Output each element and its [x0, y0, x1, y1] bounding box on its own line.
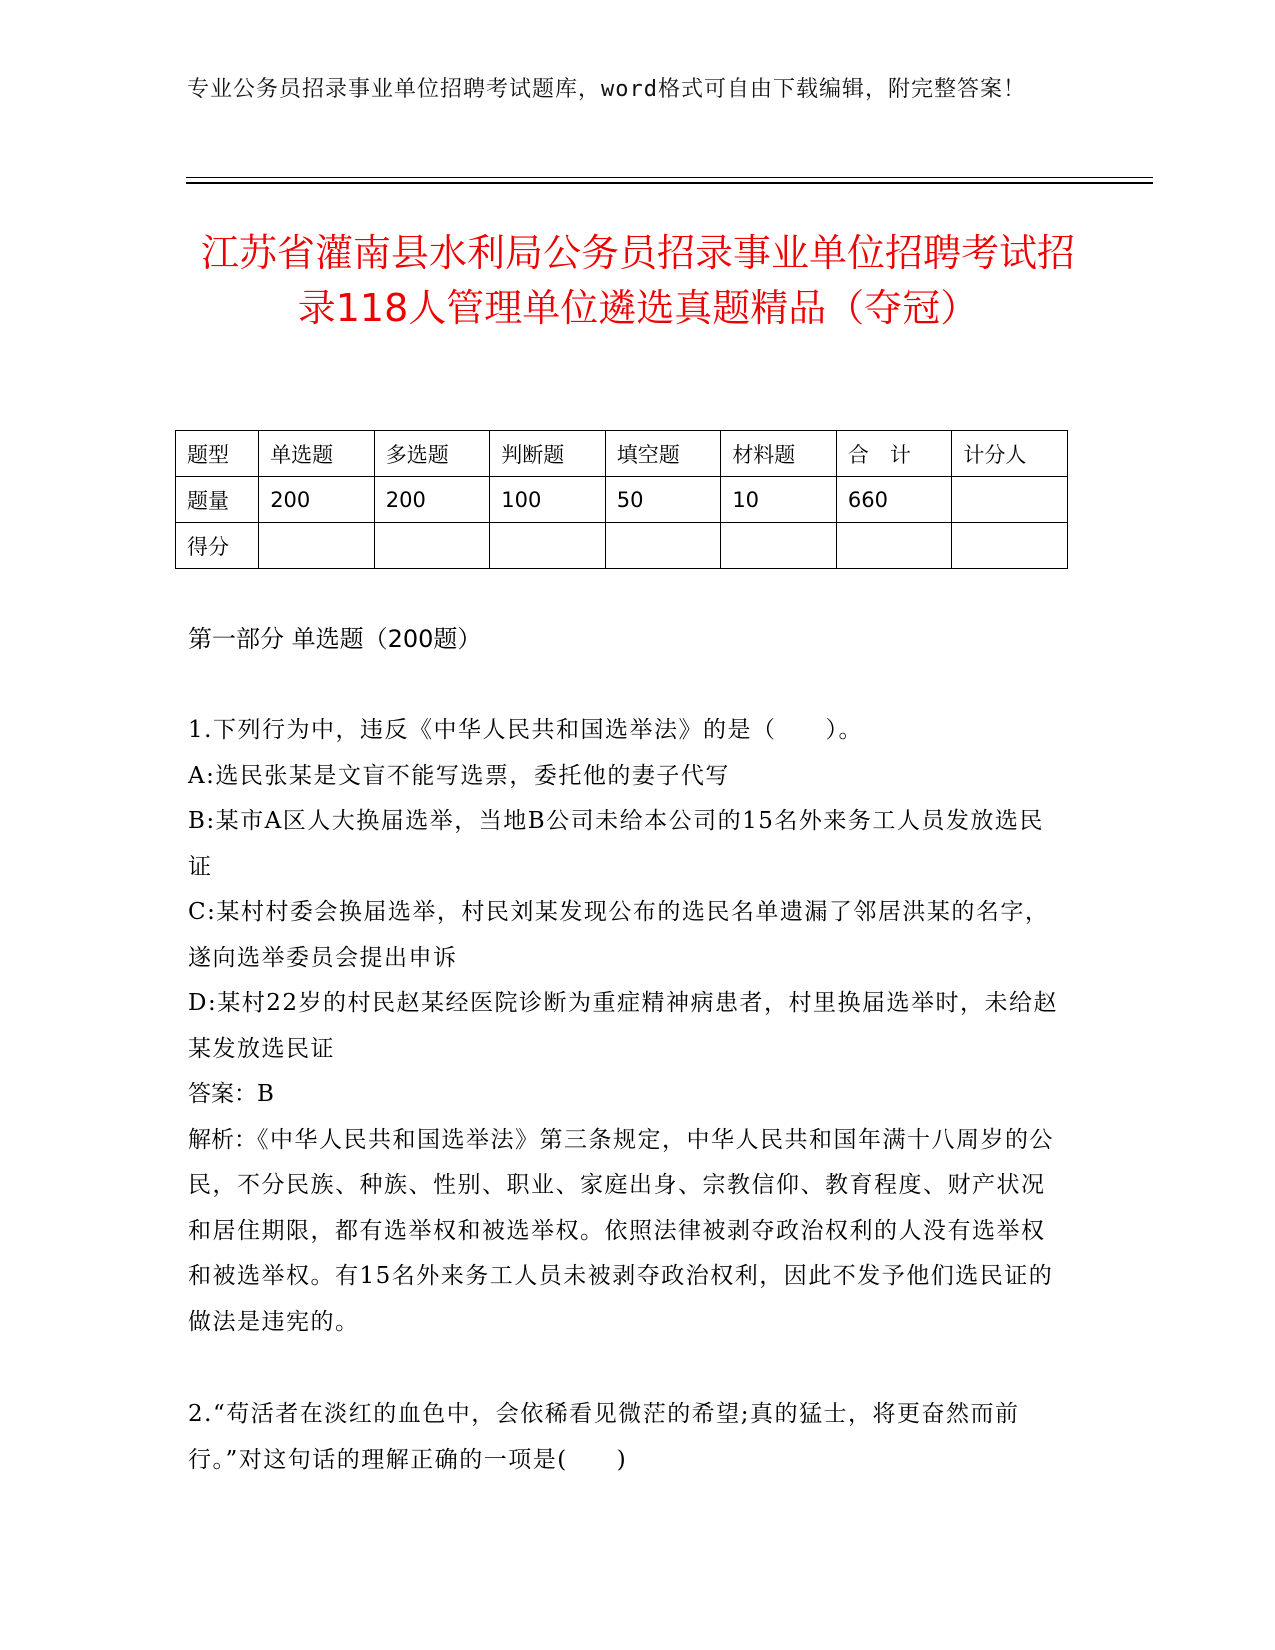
table-cell: 材料题: [721, 431, 837, 477]
table-row-score: [176, 523, 1068, 569]
table-cell: [952, 477, 1068, 523]
question-stem: 1.下列行为中，违反《中华人民共和国选举法》的是（ ）。: [188, 717, 863, 743]
table-cell: [605, 523, 721, 569]
option-c: C:某村村委会换届选举，村民刘某发现公布的选民名单遗漏了邻居洪某的名字，遂向选举委员会提出申诉: [188, 899, 1050, 971]
table-row-count: [176, 477, 1068, 523]
table-cell: 题型: [176, 431, 259, 477]
table-cell: [259, 523, 375, 569]
table-cell: 单选题: [259, 431, 375, 477]
table-cell: [836, 523, 952, 569]
summary-table: [175, 430, 1068, 569]
table-cell: 填空题: [605, 431, 721, 477]
table-cell: [490, 523, 606, 569]
option-b: B:某市A区人大换届选举，当地B公司未给本公司的15名外来务工人员发放选民证: [188, 808, 1044, 880]
document-title: 江苏省灌南县水利局公务员招录事业单位招聘考试招录118人管理单位遴选真题精品（夺冠）: [200, 231, 1075, 330]
section-heading: 第一部分 单选题（200题）: [188, 625, 482, 653]
question-1: [188, 708, 1068, 1345]
answer-label: 答案：: [188, 1081, 257, 1107]
answer-value: B: [257, 1081, 276, 1107]
analysis-label: 解析：: [188, 1126, 257, 1153]
table-cell: 10: [721, 477, 837, 523]
analysis-line: [188, 1118, 1068, 1346]
table-cell: 计分人: [952, 431, 1068, 477]
table-cell: 200: [374, 477, 490, 523]
header-rule-thick: [186, 182, 1153, 184]
option-d: D:某村22岁的村民赵某经医院诊断为重症精神病患者，村里换届选举时，未给赵某发放选民证: [188, 990, 1058, 1062]
table-cell: 合 计: [836, 431, 952, 477]
header-note: 专业公务员招录事业单位招聘考试题库，word格式可自由下载编辑，附完整答案！: [187, 77, 1026, 102]
table-cell: 660: [836, 477, 952, 523]
table-cell: 100: [490, 477, 606, 523]
table-cell: 题量: [176, 477, 259, 523]
table-cell: 判断题: [490, 431, 606, 477]
table-header-row: [176, 431, 1068, 477]
option-a: A:选民张某是文盲不能写选票，委托他的妻子代写: [188, 762, 730, 789]
answer-line: [188, 1072, 1068, 1118]
table-cell: 得分: [176, 523, 259, 569]
table-cell: 200: [259, 477, 375, 523]
table-cell: 多选题: [374, 431, 490, 477]
table-cell: [374, 523, 490, 569]
table-cell: [952, 523, 1068, 569]
table-cell: [721, 523, 837, 569]
analysis-text: 《中华人民共和国选举法》第三条规定，中华人民共和国年满十八周岁的公民，不分民族、种族、性别、职业、家庭出身、宗教信仰、教育程度、财产状况和居住期限，都有选举权和被选举权。依照法律被剥夺政治权利的人没有选举权和被选举权。有15名外来务工人员未被剥夺政治权利，因此不发予他们选民证的做法是违宪的。: [188, 1126, 1054, 1335]
header-rule-thin: [186, 177, 1153, 178]
question-2: [188, 1392, 1068, 1483]
table-cell: 50: [605, 477, 721, 523]
question-stem: 2.“苟活者在淡红的血色中，会依稀看见微茫的希望;真的猛士，将更奋然而前行。”对这句话的理解正确的一项是( ): [188, 1401, 1020, 1473]
